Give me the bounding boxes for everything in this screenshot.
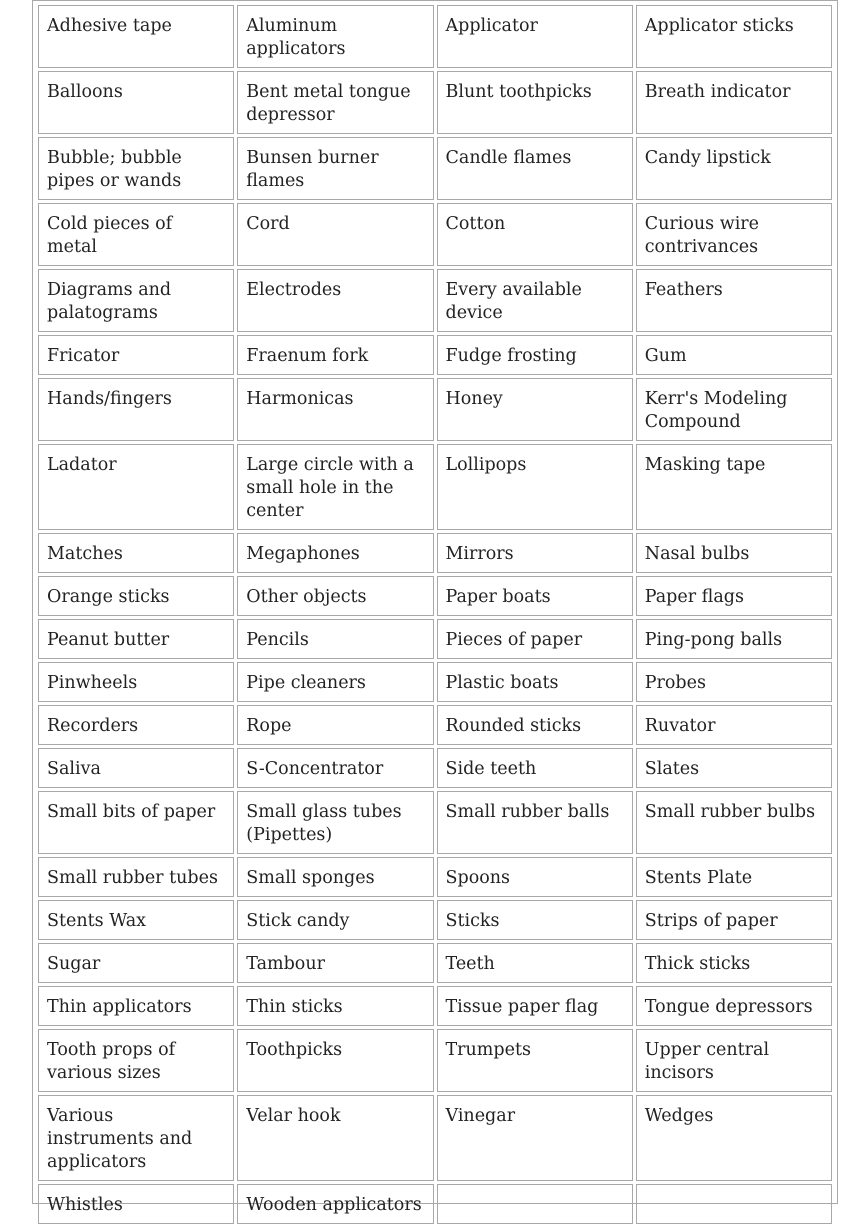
items-table-body [38,5,832,1224]
table-cell: Balloons [38,71,234,134]
table-cell: Fricator [38,335,234,375]
table-cell: Pipe cleaners [237,662,433,702]
table-cell: Saliva [38,748,234,788]
table-cell: Breath indicator [636,71,832,134]
table-row [38,705,832,745]
table-cell: Ruvator [636,705,832,745]
table-cell: Small sponges [237,857,433,897]
table-cell: Cold pieces of metal [38,203,234,266]
table-cell: Harmonicas [237,378,433,441]
table-cell: Thin applicators [38,986,234,1026]
table-cell: Orange sticks [38,576,234,616]
table-cell: Bubble; bubble pipes or wands [38,137,234,200]
table-cell: Side teeth [437,748,633,788]
table-cell: Applicator [437,5,633,68]
table-cell: Probes [636,662,832,702]
table-cell: Pencils [237,619,433,659]
table-cell: Hands/fingers [38,378,234,441]
table-cell: Aluminum applicators [237,5,433,68]
table-cell: Large circle with a small hole in the center [237,444,433,530]
table-cell: Other objects [237,576,433,616]
table-row [38,5,832,68]
table-cell: Electrodes [237,269,433,332]
table-cell: Wedges [636,1095,832,1181]
table-cell: Cord [237,203,433,266]
table-cell: Matches [38,533,234,573]
table-cell: Sugar [38,943,234,983]
table-cell: Stents Wax [38,900,234,940]
table-row [38,986,832,1026]
table-cell: Velar hook [237,1095,433,1181]
table-cell-empty [636,1184,832,1224]
table-cell: Pieces of paper [437,619,633,659]
table-cell: Candy lipstick [636,137,832,200]
table-cell: Tissue paper flag [437,986,633,1026]
table-cell: Every available device [437,269,633,332]
items-table-frame [32,0,838,1215]
table-row [38,791,832,854]
table-cell: Small rubber bulbs [636,791,832,854]
table-row [38,444,832,530]
table-cell: Curious wire contrivances [636,203,832,266]
table-cell: Thick sticks [636,943,832,983]
table-row [38,203,832,266]
table-cell: Paper flags [636,576,832,616]
table-row [38,619,832,659]
table-cell-empty [437,1184,633,1224]
table-cell: Slates [636,748,832,788]
table-cell: Feathers [636,269,832,332]
table-cell: Plastic boats [437,662,633,702]
table-cell: Rounded sticks [437,705,633,745]
table-row [38,137,832,200]
table-row [38,378,832,441]
items-table [35,2,835,1227]
table-cell: Various instruments and applicators [38,1095,234,1181]
table-cell: Small rubber balls [437,791,633,854]
table-cell: Nasal bulbs [636,533,832,573]
table-row [38,900,832,940]
table-cell: Teeth [437,943,633,983]
table-cell: Stents Plate [636,857,832,897]
table-cell: Ladator [38,444,234,530]
table-cell: Masking tape [636,444,832,530]
table-cell: Toothpicks [237,1029,433,1092]
table-cell: Strips of paper [636,900,832,940]
table-cell: Peanut butter [38,619,234,659]
table-row [38,335,832,375]
table-cell: Small bits of paper [38,791,234,854]
table-cell: Tongue depressors [636,986,832,1026]
table-cell: Small glass tubes (Pipettes) [237,791,433,854]
table-cell: Lollipops [437,444,633,530]
table-cell: Bunsen burner flames [237,137,433,200]
table-cell: Vinegar [437,1095,633,1181]
table-cell: Adhesive tape [38,5,234,68]
table-row [38,1029,832,1092]
table-cell: Tooth props of various sizes [38,1029,234,1092]
table-row [38,1095,832,1181]
table-cell: Cotton [437,203,633,266]
table-cell: Diagrams and palatograms [38,269,234,332]
table-row [38,533,832,573]
table-cell: Small rubber tubes [38,857,234,897]
table-cell: Thin sticks [237,986,433,1026]
table-cell: Spoons [437,857,633,897]
table-row [38,1184,832,1224]
table-cell: Stick candy [237,900,433,940]
table-cell: Ping-pong balls [636,619,832,659]
table-cell: Fudge frosting [437,335,633,375]
table-row [38,576,832,616]
table-cell: Bent metal tongue depressor [237,71,433,134]
table-cell: Kerr's Modeling Compound [636,378,832,441]
table-cell: S-Concentrator [237,748,433,788]
table-cell: Whistles [38,1184,234,1224]
table-cell: Pinwheels [38,662,234,702]
table-cell: Tambour [237,943,433,983]
table-cell: Applicator sticks [636,5,832,68]
table-cell: Honey [437,378,633,441]
table-cell: Sticks [437,900,633,940]
table-cell: Rope [237,705,433,745]
table-row [38,269,832,332]
table-cell: Recorders [38,705,234,745]
table-cell: Megaphones [237,533,433,573]
table-cell: Paper boats [437,576,633,616]
table-cell: Candle flames [437,137,633,200]
table-cell: Trumpets [437,1029,633,1092]
table-row [38,748,832,788]
table-row [38,857,832,897]
table-cell: Wooden applicators [237,1184,433,1224]
table-cell: Fraenum fork [237,335,433,375]
table-row [38,71,832,134]
table-row [38,662,832,702]
table-row [38,943,832,983]
table-cell: Upper central incisors [636,1029,832,1092]
table-cell: Gum [636,335,832,375]
table-cell: Blunt toothpicks [437,71,633,134]
table-cell: Mirrors [437,533,633,573]
